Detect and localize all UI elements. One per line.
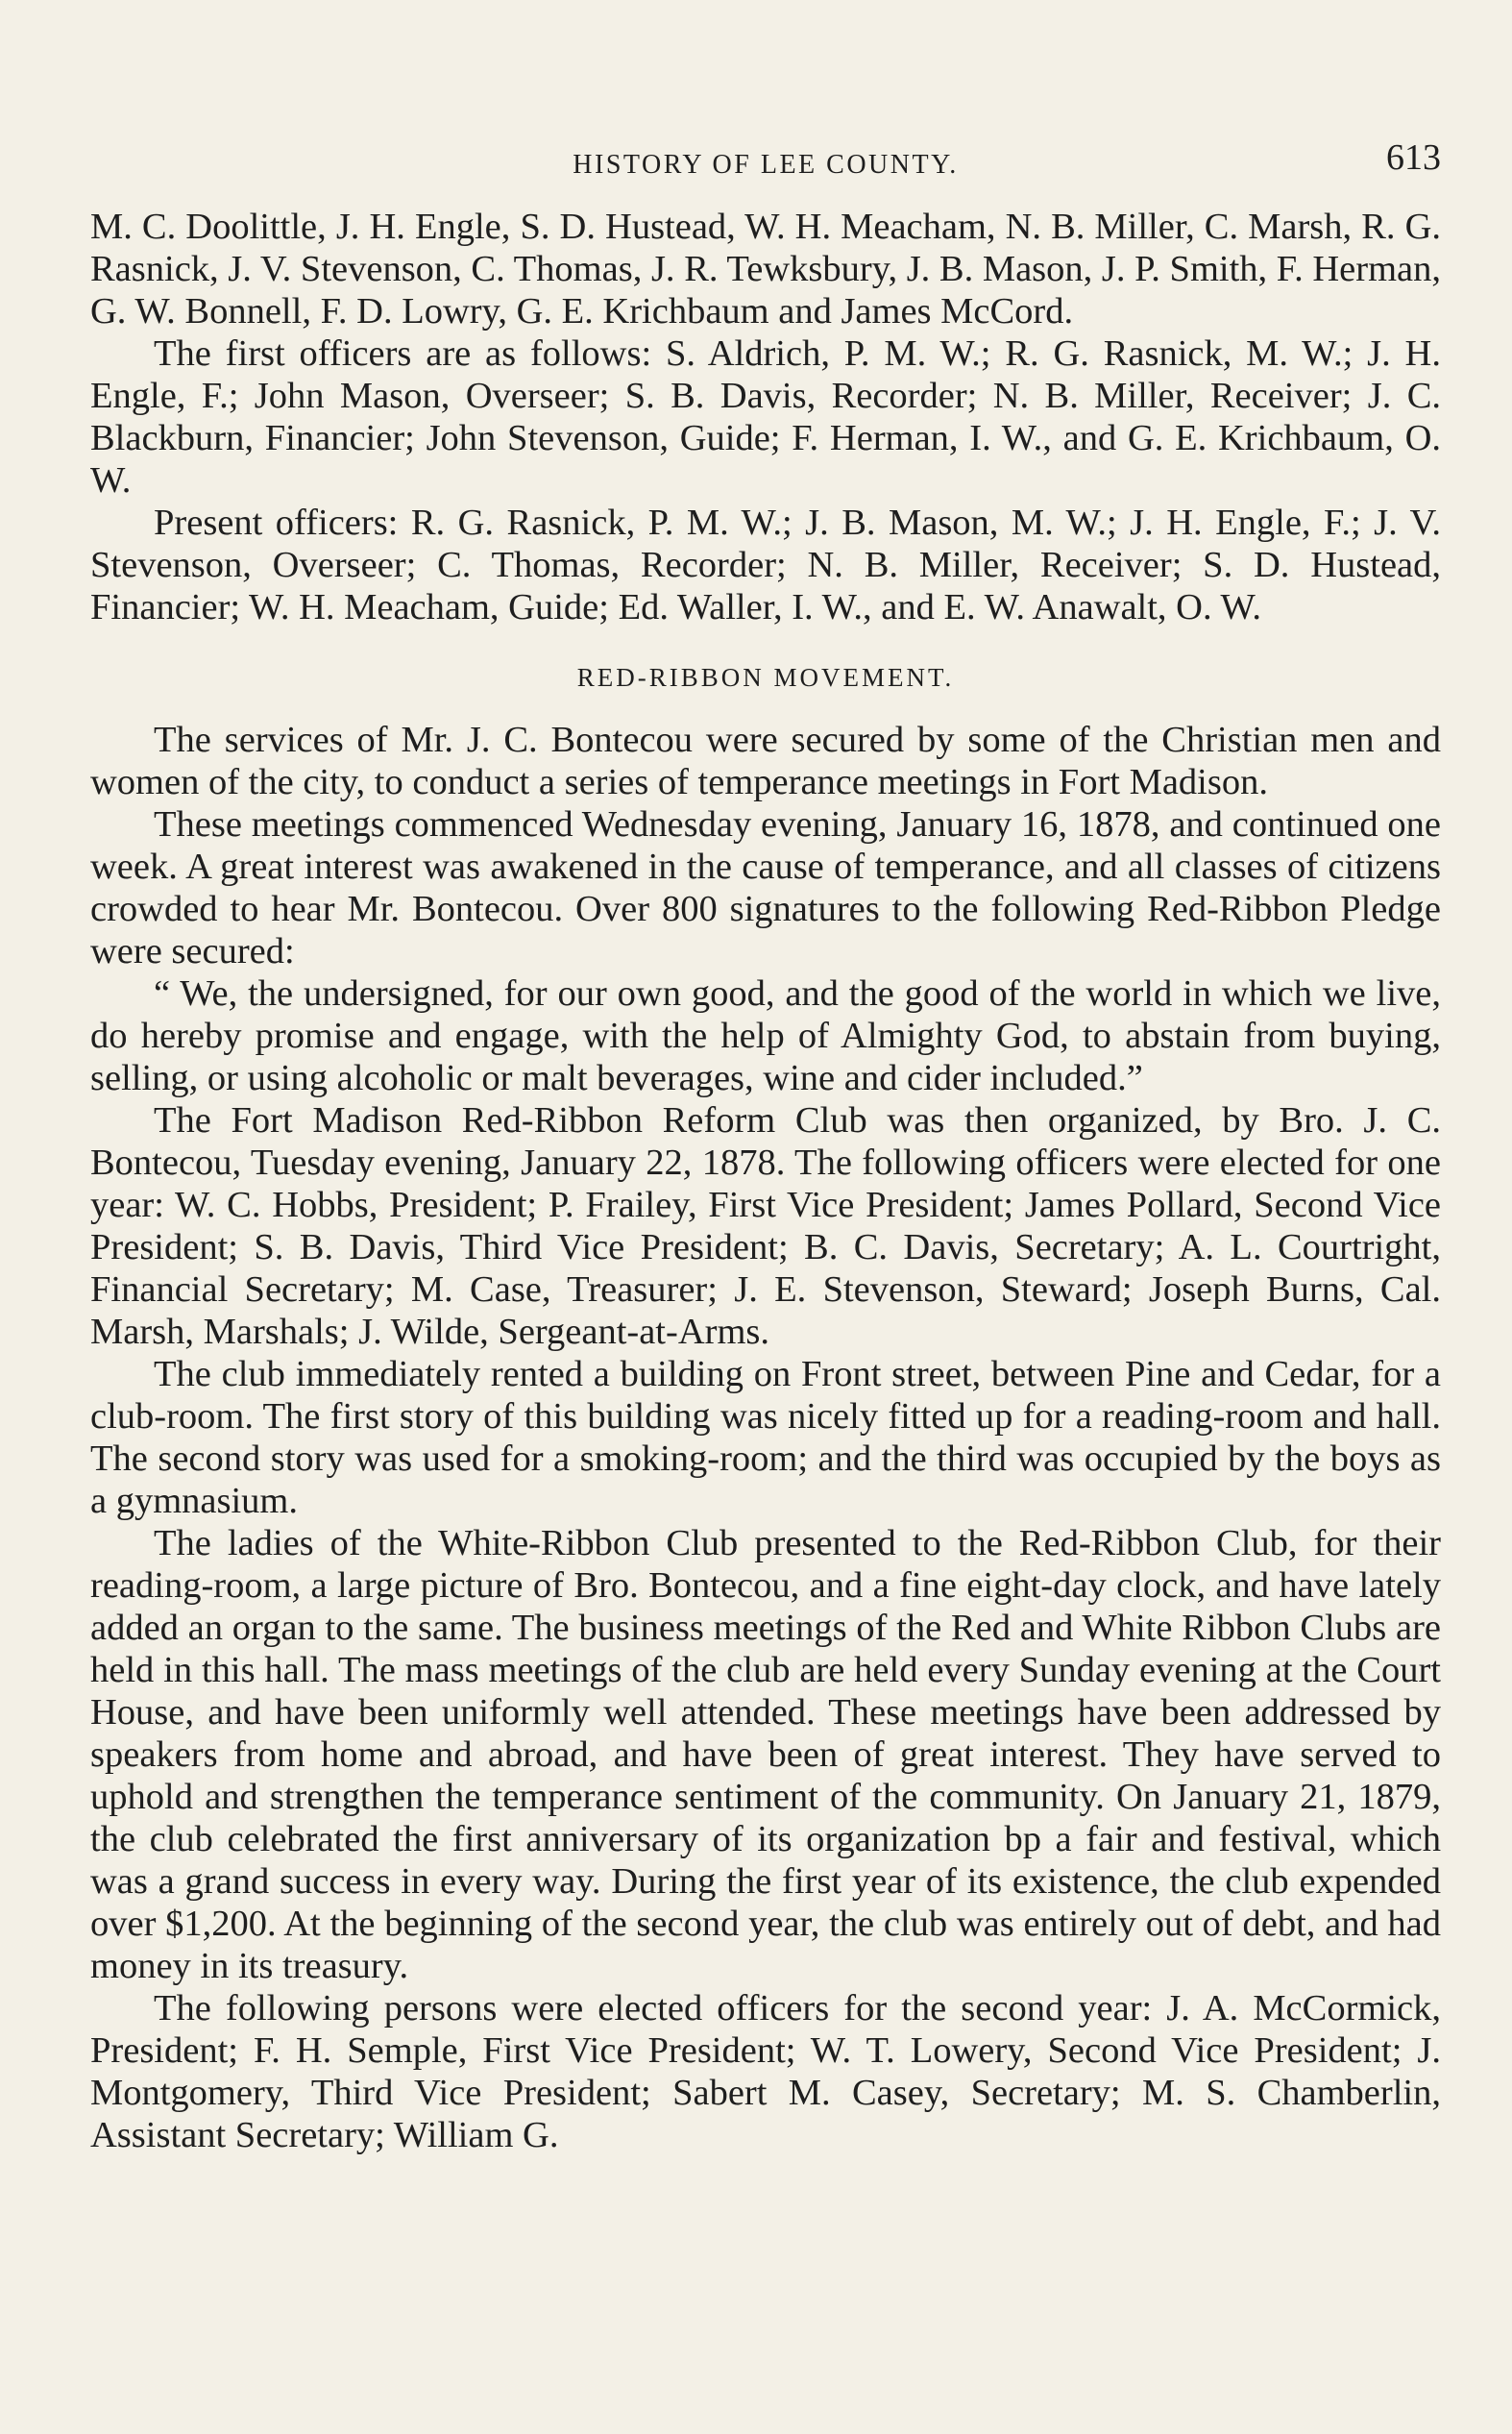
section-heading: RED-RIBBON MOVEMENT. bbox=[576, 663, 955, 692]
paragraph-club-organized: The Fort Madison Red-Ribbon Reform Club was then organized, by Bro. J. C. Bontecou, Tuesday evening, January 22, 1878. The following officers were elected for one year: W. C. Hobbs, President; P. Frailey, First Vice President; James Pollard, Second Vice President; S. B. Davis, Third Vice President; B. C. Davis, Secretary; A. L. Courtright, Financial Secretary; M. Case, Treasurer; J. E. Stevenson, Steward; Joseph Burns, Cal. Marsh, Marshals; J. Wilde, Sergeant-at-Arms. bbox=[90, 1100, 1441, 1352]
paragraph-bontecou-services: The services of Mr. J. C. Bontecou were secured by some of the Christian men and women of the city, to conduct a series of temperance meetings in Fort Madison. bbox=[90, 720, 1441, 802]
document-page bbox=[90, 131, 1441, 2156]
paragraph-present-officers: Present officers: R. G. Rasnick, P. M. W.; J. B. Mason, M. W.; J. H. Engle, F.; J. V. Stevenson, Overseer; C. Thomas, Recorder; N. B. Miller, Receiver; S. D. Hustead, Financier; W. H. Meacham, Guide; Ed. Waller, I. W., and E. W. Anawalt, O. W. bbox=[90, 503, 1441, 627]
paragraph-club-room: The club immediately rented a building on Front street, between Pine and Cedar, for a club-room. The first story of this building was nicely fitted up for a reading-room and hall. The second story was used for a smoking-room; and the third was occupied by the boys as a gymnasium. bbox=[90, 1354, 1441, 1521]
running-title: HISTORY OF LEE COUNTY. bbox=[573, 150, 959, 180]
paragraph-pledge: “ We, the undersigned, for our own good, and the good of the world in which we live, do hereby promise and engage, with the help of Almighty God, to abstain from buying, selling, or using alcoholic or malt beverages, wine and cider included.” bbox=[90, 973, 1441, 1098]
page-number: 613 bbox=[1386, 137, 1441, 178]
running-head bbox=[90, 131, 1441, 181]
paragraph-white-ribbon: The ladies of the White-Ribbon Club presented to the Red-Ribbon Club, for their reading-room, a large picture of Bro. Bontecou, and a fine eight-day clock, and have lately added an organ to the same. The business meetings of the Red and White Ribbon Clubs are held in this hall. The mass meetings of the club are held every Sunday evening at the Court House, and have been uniformly well attended. These meetings have been addressed by speakers from home and abroad, and have been of great interest. They have served to uphold and strengthen the temperance sentiment of the community. On January 21, 1879, the club celebrated the first anniversary of its organization bp a fair and festival, which was a grand success in every way. During the first year of its existence, the club expended over $1,200. At the beginning of the second year, the club was entirely out of debt, and had money in its treasury. bbox=[90, 1523, 1441, 1986]
paragraph-meetings: These meetings commenced Wednesday evening, January 16, 1878, and continued one week. A great interest was awakened in the cause of temperance, and all classes of citizens crowded to hear Mr. Bontecou. Over 800 signatures to the following Red-Ribbon Pledge were secured: bbox=[90, 804, 1441, 971]
paragraph-first-officers: The first officers are as follows: S. Aldrich, P. M. W.; R. G. Rasnick, M. W.; J. H. Engle, F.; John Mason, Overseer; S. B. Davis, Recorder; N. B. Miller, Receiver; J. C. Blackburn, Financier; John Stevenson, Guide; F. Herman, I. W., and G. E. Krichbaum, O. W. bbox=[90, 333, 1441, 501]
paragraph-members-list: M. C. Doolittle, J. H. Engle, S. D. Hustead, W. H. Meacham, N. B. Miller, C. Marsh, R. G. Rasnick, J. V. Stevenson, C. Thomas, J. R. Tewksbury, J. B. Mason, J. P. Smith, F. Herman, G. W. Bonnell, F. D. Lowry, G. E. Krichbaum and James McCord. bbox=[90, 207, 1441, 332]
paragraph-second-year-officers: The following persons were elected officers for the second year: J. A. McCormick, President; F. H. Semple, First Vice President; W. T. Lowery, Second Vice President; J. Montgomery, Third Vice President; Sabert M. Casey, Secretary; M. S. Chamberlin, Assistant Secretary; William G. bbox=[90, 1988, 1441, 2155]
